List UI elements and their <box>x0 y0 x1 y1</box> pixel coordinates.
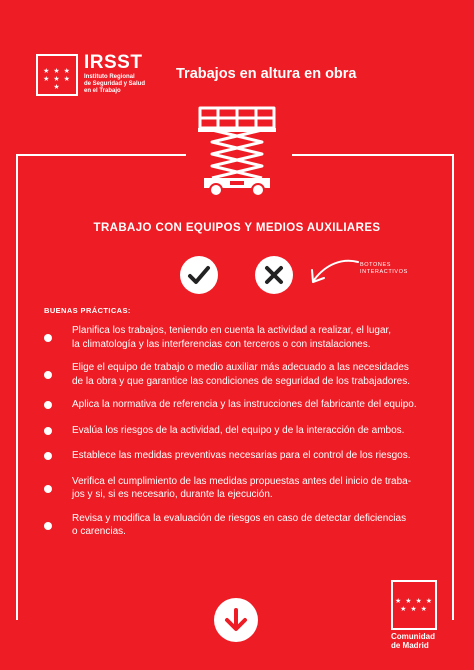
org-name-line: Comunidad <box>391 632 435 641</box>
bullet-icon <box>44 334 52 342</box>
section-title: TRABAJO CON EQUIPOS Y MEDIOS AUXILIARES <box>93 222 381 234</box>
list-item <box>44 361 434 388</box>
annotation-line: INTERACTIVOS <box>360 269 408 275</box>
arrow-down-icon <box>223 607 249 633</box>
close-icon <box>263 264 285 286</box>
item-text-line: Evalúa los riesgos de la actividad, del equipo y de la interacción de ambos. <box>72 424 405 436</box>
logo-name: IRSST <box>84 52 143 73</box>
logo-stars: ★ ★ ★ ★ ★ ★ ★ <box>43 68 71 91</box>
bullet-icon <box>44 401 52 409</box>
item-text-line: jos y si, si es necesario, durante la ejecución. <box>72 489 273 500</box>
bullet-icon <box>44 371 52 379</box>
comunidad-madrid-logo <box>391 580 437 630</box>
item-text-line: Planifica los trabajos, teniendo en cuenta la actividad a realizar, el lugar, <box>72 325 392 336</box>
logo-subtitle-line: en el Trabajo <box>84 88 121 94</box>
bullet-icon <box>44 427 52 435</box>
logo-subtitle <box>84 74 164 95</box>
check-button[interactable] <box>180 256 218 294</box>
close-button[interactable] <box>255 256 293 294</box>
org-name-line: de Madrid <box>391 641 429 650</box>
logo-subtitle-line: de Seguridad y Salud <box>84 81 146 87</box>
practices-heading: BUENAS PRÁCTICAS: <box>44 306 131 315</box>
list-item <box>44 512 434 539</box>
item-text-line: Revisa y modifica la evaluación de riesgos en caso de detectar deficiencias <box>72 512 407 524</box>
bullet-icon <box>44 485 52 493</box>
item-text-line: o carencias. <box>72 526 126 537</box>
logo-subtitle-line: Instituto Regional <box>84 74 135 80</box>
list-item <box>44 424 434 438</box>
annotation-label <box>360 262 430 276</box>
practices-list <box>44 324 434 539</box>
list-item <box>44 475 434 502</box>
page-title: Trabajos en altura en obra <box>176 66 357 82</box>
irsst-logo <box>36 54 78 96</box>
bullet-icon <box>44 452 52 460</box>
org-stars: ★ ★ ★ ★ ★ ★ ★ <box>395 598 433 613</box>
curved-arrow-icon <box>306 256 362 290</box>
download-button[interactable] <box>214 598 258 642</box>
item-text-line: Verifica el cumplimiento de las medidas propuestas antes del inicio de traba- <box>72 475 412 487</box>
scissor-lift-icon <box>190 104 284 198</box>
item-text-line: Elige el equipo de trabajo o medio auxiliar más adecuado a las necesidades <box>72 362 409 373</box>
annotation-line: BOTONES <box>360 262 391 268</box>
check-icon <box>187 263 211 287</box>
list-item <box>44 449 434 463</box>
bullet-icon <box>44 522 52 530</box>
item-text-line: Aplica la normativa de referencia y las instrucciones del fabricante del equipo. <box>72 399 417 410</box>
item-text-line: la climatología y las interferencias con terceros o con instalaciones. <box>72 338 371 350</box>
list-item <box>44 398 434 412</box>
item-text-line: de la obra y que garantice las condiciones de seguridad de los trabajadores. <box>72 375 410 387</box>
item-text-line: Establece las medidas preventivas necesarias para el control de los riesgos. <box>72 450 411 461</box>
list-item <box>44 324 434 351</box>
org-name <box>391 632 435 650</box>
